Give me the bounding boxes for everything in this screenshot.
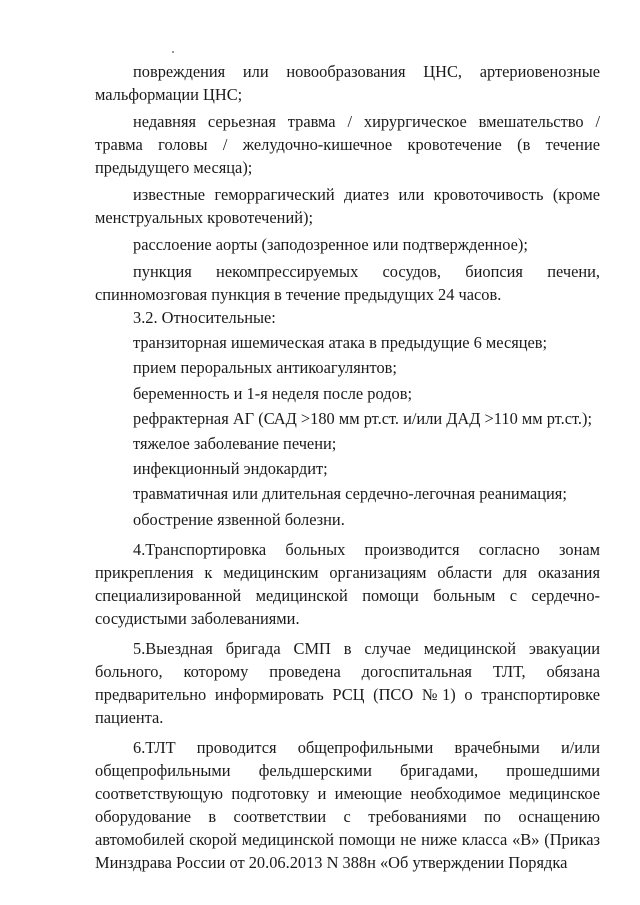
contraindication-recent-trauma: недавняя серьезная травма / хирургическое вмешательство / травма головы / желудочно-кишечное кровотечение (в течение предыдущего месяца); xyxy=(95,112,600,177)
relative-item-endocarditis: инфекционный эндокардит; xyxy=(133,459,328,479)
paragraph-transport: 4.Транспортировка больных производится согласно зонам прикрепления к медицинским организациям области для оказания специализированной медицинской помощи больным с сердечно-сосудистыми заболеваниями. xyxy=(95,539,600,628)
contraindication-puncture: пункция некомпрессируемых сосудов, биопсия печени, спинномозговая пункция в течение предыдущих 24 часов. xyxy=(95,262,600,304)
relative-item-pregnancy: беременность и 1-я неделя после родов; xyxy=(133,383,413,403)
paragraph-tlt-teams: 6.ТЛТ проводится общепрофильными врачебными и/или общепрофильными фельдшерскими бригадами, прошедшими соответствующую подготовку и имеющие необходимое медицинское оборудование в соответствии с требованиями по оснащению автомобилей скорой медицинской помощи не ниже класса «В» (Приказ Минздрава России от 20.06.2013 N 388н «Об утверждении Порядка xyxy=(95,737,600,872)
contraindication-aortic-dissection: расслоение аорты (заподозренное или подтвержденное); xyxy=(133,235,528,254)
relative-item-resuscitation: травматичная или длительная сердечно-легочная реанимация; xyxy=(133,484,567,504)
contraindication-cns-lesions: повреждения или новообразования ЦНС, артериовенозные мальформации ЦНС; xyxy=(95,62,600,104)
relative-item-liver-disease: тяжелое заболевание печени; xyxy=(133,433,337,453)
relative-item-hypertension: рефрактерная АГ (САД >180 мм рт.ст. и/или ДАД >110 мм рт.ст.); xyxy=(133,408,593,428)
relative-item-anticoagulants: прием пероральных антикоагулянтов; xyxy=(133,358,397,378)
section-heading-relative: 3.2. Относительные: xyxy=(133,308,276,327)
relative-item-tia: транзиторная ишемическая атака в предыдущие 6 месяцев; xyxy=(133,333,548,353)
relative-item-ulcer: обострение язвенной болезни. xyxy=(133,509,345,529)
scan-speck xyxy=(172,51,174,53)
document-body xyxy=(95,60,600,874)
contraindication-bleeding: известные геморрагический диатез или кровоточивость (кроме менструальных кровотечений); xyxy=(95,185,600,227)
paragraph-ems-team: 5.Выездная бригада СМП в случае медицинской эвакуации больного, которому проведена догоспитальная ТЛТ, обязана предварительно информировать РСЦ (ПСО №1) о транспортировке пациента. xyxy=(95,638,600,727)
